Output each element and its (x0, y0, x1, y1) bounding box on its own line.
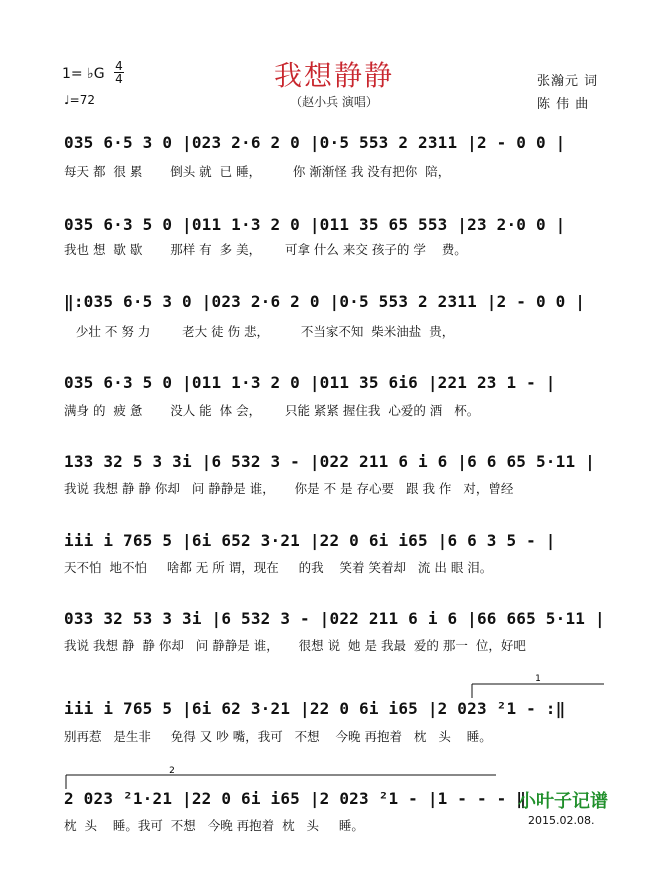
key-signature: 1= ♭G (62, 66, 105, 82)
notation-line-5: 133 32 5 3 3i |6 532 3 - |022 211 6 i 6 |6 6 65 5·11 | (64, 452, 595, 471)
notation-line-2: 035 6·3 5 0 |011 1·3 2 0 |011 35 65 553 |23 2·0 0 | (64, 215, 566, 234)
volta-2-bracket (66, 766, 496, 789)
lyric-line-9: 枕 头 睡。我可 不想 今晚 再抱着 枕 头 睡。 (64, 818, 364, 833)
tempo-marking: ♩=72 (64, 93, 95, 107)
transcriber-watermark: 小叶子记谱 (518, 791, 608, 812)
song-subtitle: （赵小兵 演唱） (290, 95, 378, 109)
notation-line-4: 035 6·3 5 0 |011 1·3 2 0 |011 35 6i6 |221 23 1 - | (64, 373, 556, 392)
notation-line-7: 033 32 53 3 3i |6 532 3 - |022 211 6 i 6 |66 665 5·11 | (64, 609, 605, 628)
notation-line-6: iii i 765 5 |6i 652 3·21 |22 0 6i i65 |6 6 3 5 - | (64, 531, 556, 550)
lyric-line-3: 少壮 不 努 力 老大 徒 伤 悲， 不当家不知 柴米油盐 贵， (64, 324, 455, 339)
volta-1-bracket (472, 674, 604, 698)
lyricist-credit: 张瀚元 词 (537, 74, 599, 89)
transcription-date: 2015.02.08. (528, 814, 595, 827)
notation-line-1: 035 6·5 3 0 |023 2·6 2 0 |0·5 553 2 2311 |2 - 0 0 | (64, 133, 566, 152)
lyric-line-7: 我说 我想 静 静 你却 问 静静是 谁， 很想 说 她 是 我最 爱的 那一 位，好吧 (64, 638, 526, 653)
time-signature-bottom: 4 (115, 72, 123, 86)
lyric-line-2: 我也 想 歇 歇 那样 有 多 美， 可拿 什么 来交 孩子的 学 费。 (64, 242, 467, 257)
time-signature-top: 4 (115, 59, 123, 73)
lyric-line-6: 天不怕 地不怕 啥都 无 所 谓，现在 的我 笑着 笑着却 流 出 眼 泪。 (64, 560, 493, 575)
volta-1-label: 1 (535, 674, 541, 684)
lyric-line-5: 我说 我想 静 静 你却 问 静静是 谁， 你是 不 是 存心要 跟 我 作 对，曾经 (64, 481, 514, 496)
notation-line-8: iii i 765 5 |6i 62 3·21 |22 0 6i i65 |2 023 ²1 - :‖ (64, 699, 566, 718)
lyric-line-1: 每天 都 很 累 倒头 就 已 睡， 你 渐渐怪 我 没有把你 陪， (64, 164, 451, 179)
notation-line-9: 2 023 ²1·21 |22 0 6i i65 |2 023 ²1 - |1 - - - ‖ (64, 789, 527, 808)
composer-credit: 陈 伟 曲 (537, 97, 590, 112)
song-title: 我想静静 (273, 59, 394, 92)
notation-line-3: ‖:035 6·5 3 0 |023 2·6 2 0 |0·5 553 2 2311 |2 - 0 0 | (64, 292, 586, 311)
volta-2-label: 2 (169, 766, 175, 776)
lyric-line-8: 别再惹 是生非 免得 又 吵 嘴，我可 不想 今晚 再抱着 枕 头 睡。 (64, 729, 492, 744)
lyric-line-4: 满身 的 疲 惫 没人 能 体 会， 只能 紧紧 握住我 心爱的 酒 杯。 (64, 403, 480, 418)
